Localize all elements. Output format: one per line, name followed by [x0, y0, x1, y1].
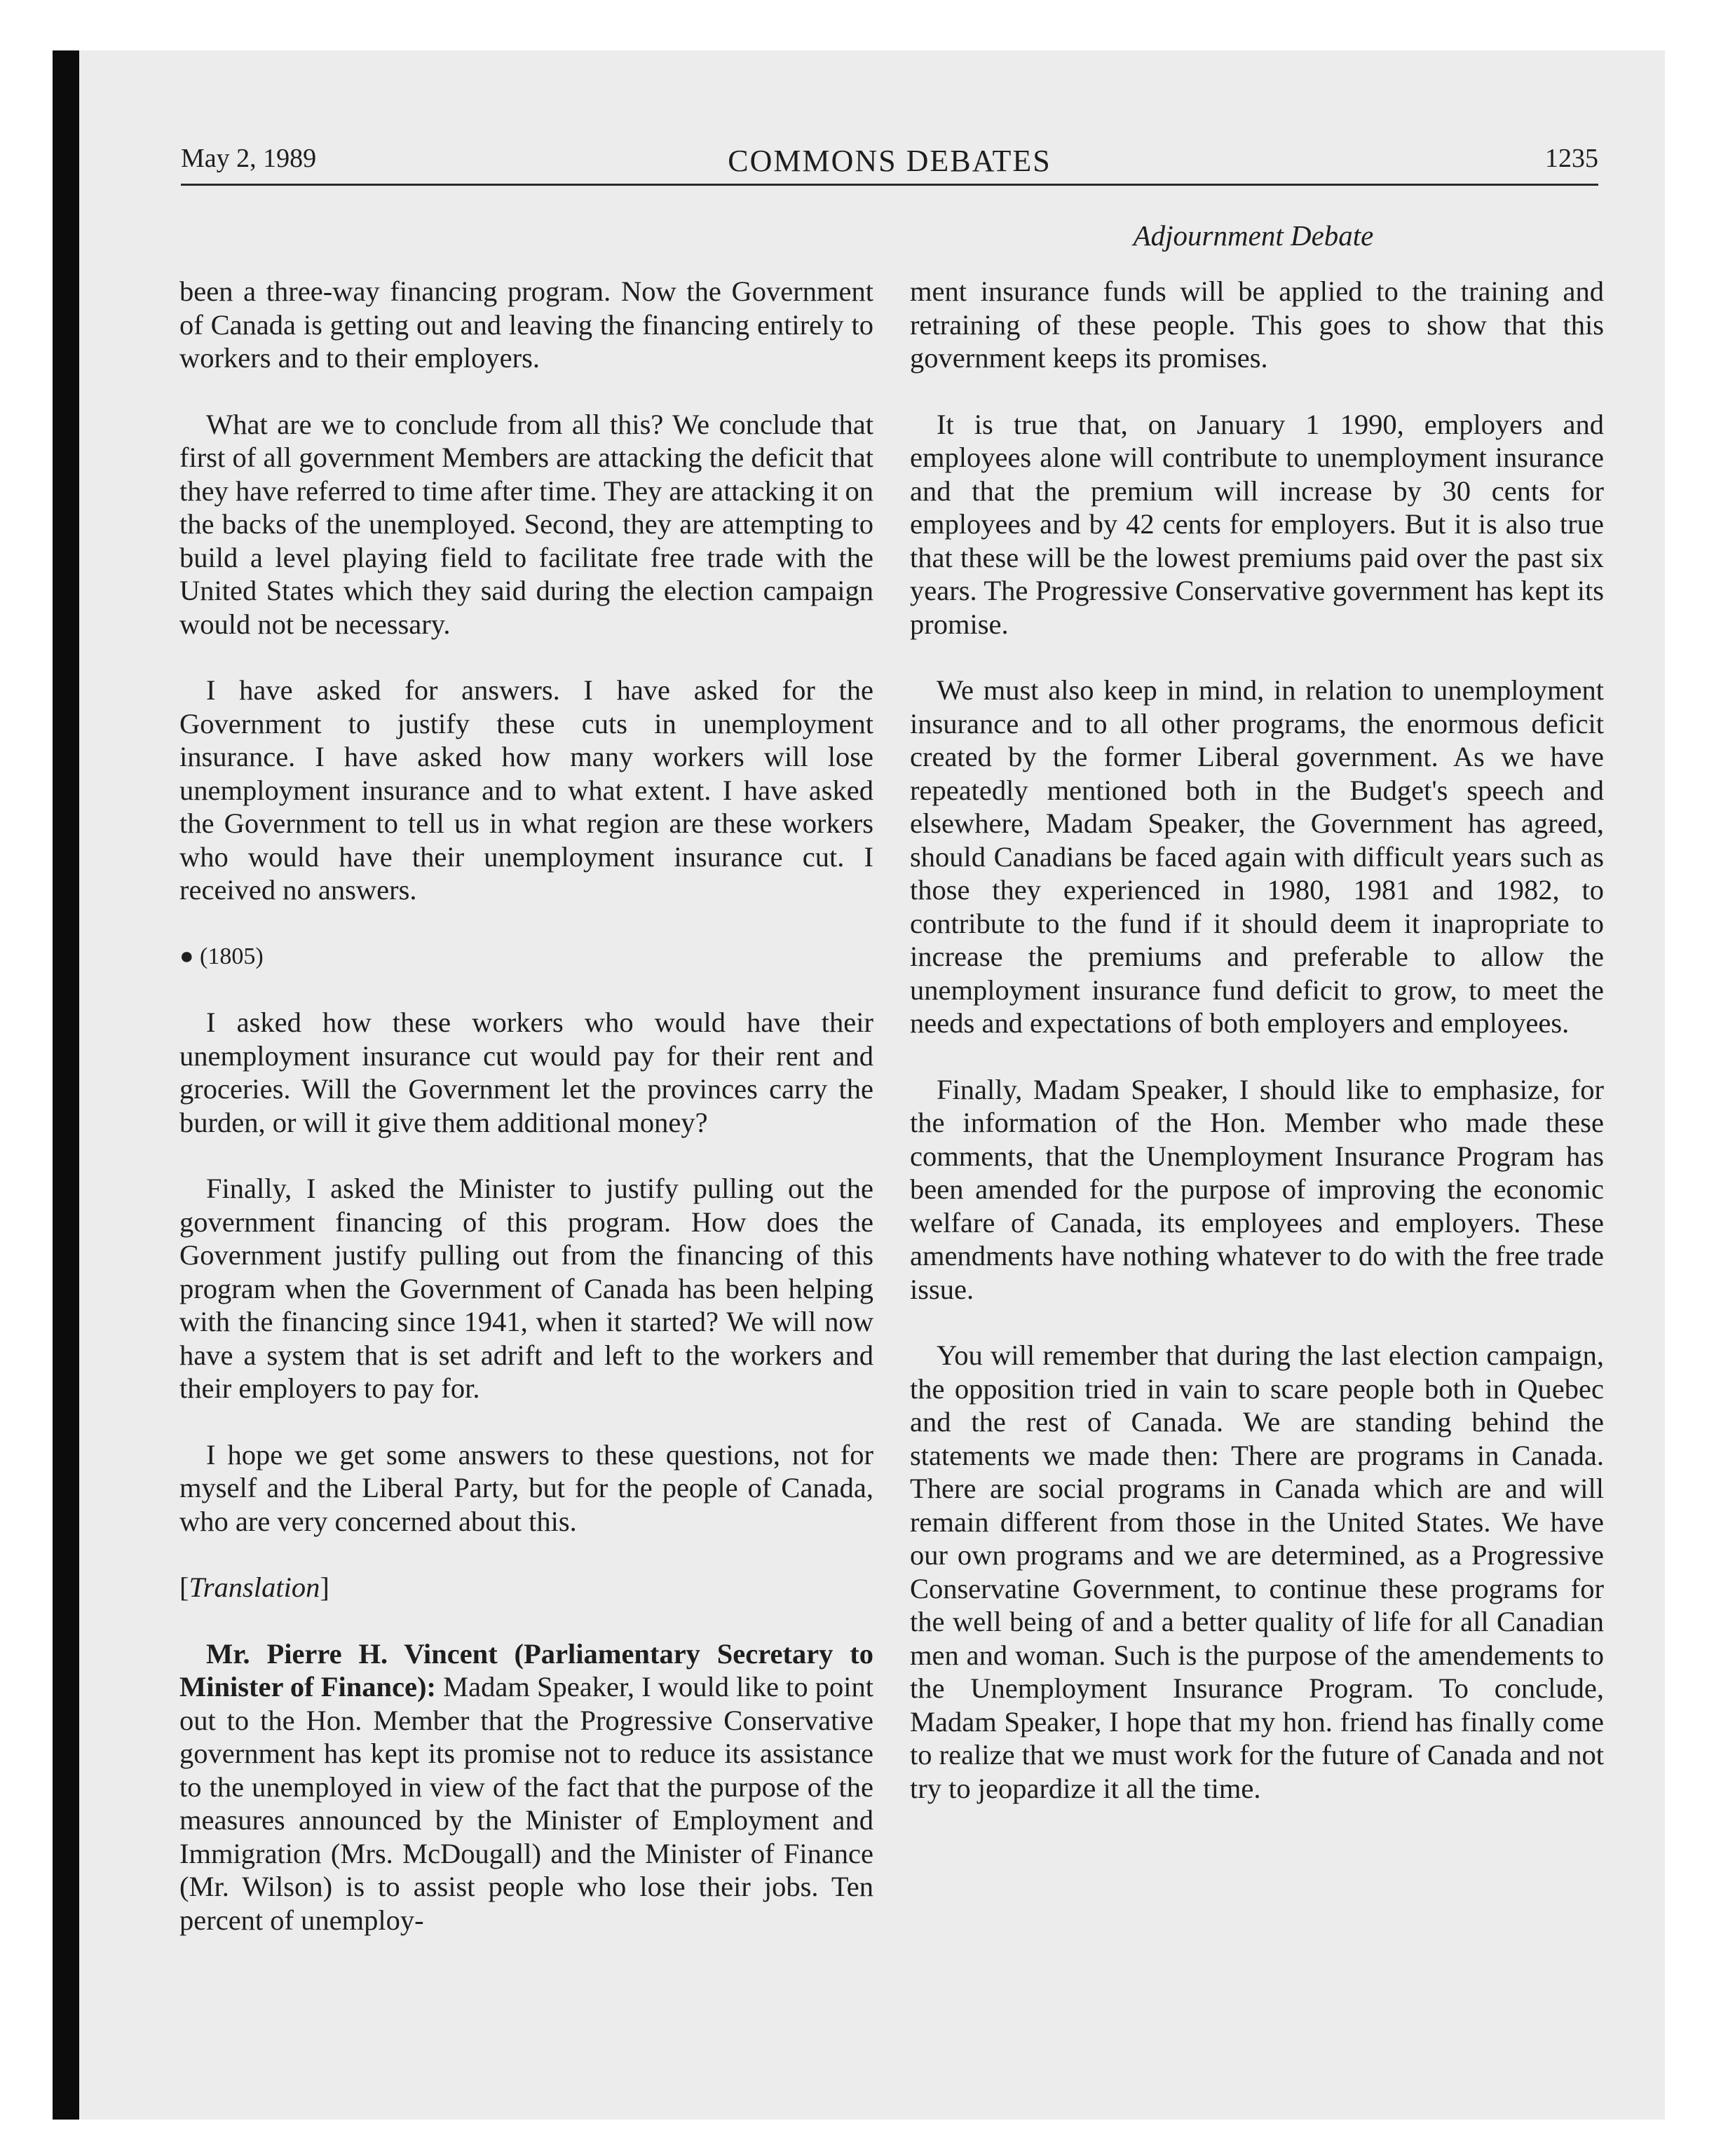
paragraph: What are we to conclude from all this? We conclude that first of all government Members are attacking the deficit that they have referred to time after time. They are attacking it on the backs of the unemployed. Second, they are attempting to build a level playing field to facilitate free trade with the United States which they said during the election campaign would not be necessary.: [179, 408, 873, 640]
paragraph: We must also keep in mind, in relation to unemployment insurance and to all other programs, the enormous deficit created by the former Liberal government. As we have repeatedly mentioned both in the Budget's speech and elsewhere, Madam Speaker, the Government has agreed, should Canadians be faced again with difficult years such as those they experienced in 1980, 1981 and 1982, to contribute to the fund if it should deem it inapropriate to increase the premiums and preferable to allow the unemployment insurance fund deficit to grow, to meet the needs and expectations of both employers and employees.: [910, 674, 1604, 1039]
paragraph: I have asked for answers. I have asked for the Government to justify these cuts in unemployment insurance. I have asked how many workers will lose unemployment insurance and to what extent. I have asked the Government to tell us in what region are these workers who would have their unemployment insurance cut. I received no answers.: [179, 674, 873, 906]
speech-paragraph: [179, 1637, 873, 1937]
paragraph: I hope we get some answers to these questions, not for myself and the Liberal Party, but for the people of Canada, who are very concerned about this.: [179, 1438, 873, 1537]
header-page-number: 1235: [1545, 144, 1598, 173]
paragraph: ment insurance funds will be applied to the training and retraining of these people. This goes to show that this government keeps its promises.: [910, 275, 1604, 374]
right-column: [910, 275, 1604, 1838]
paragraph: It is true that, on January 1 1990, employers and employees alone will contribute to unemployment insurance and that the premium will increase by 30 cents for employees and by 42 cents for employers. But it is also true that these will be the lowest premiums paid over the past six years. The Progressive Conservative government has kept its promise.: [910, 408, 1604, 640]
scan-edge: [53, 50, 79, 2120]
paragraph: been a three-way financing program. Now the Government of Canada is getting out and leaving the financing entirely to workers and to their employers.: [179, 275, 873, 374]
paragraph: I asked how these workers who would have their unemployment insurance cut would pay for their rent and groceries. Will the Government let the provinces carry the burden, or will it give them additional money?: [179, 1007, 873, 1138]
header-date: May 2, 1989: [181, 144, 317, 173]
translation-text: Translation: [189, 1571, 320, 1603]
left-column: [179, 275, 873, 1970]
paragraph: Finally, I asked the Minister to justify pulling out the government financing of this program. How does the Government justify pulling out from the financing of this program when the Government of Canada has been helping with the financing since 1941, when it started? We will now have a system that is set adrift and left to the workers and their employers to pay for.: [179, 1173, 873, 1404]
header-title: COMMONS DEBATES: [728, 144, 1052, 178]
section-heading: Adjournment Debate: [1133, 219, 1374, 252]
time-marker: ● (1805): [179, 943, 264, 969]
paragraph: You will remember that during the last election campaign, the opposition tried in vain to scare people both in Quebec and the rest of Canada. We are standing behind the statements we made then: There are programs in Canada. There are social programs in Canada which are and will remain different from those in the United States. We have our own programs and we are determined, as a Progressive Conservatine Government, to continue these programs for the well being of and a better quality of life for all Canadian men and woman. Such is the purpose of the amendements to the Unemployment Insurance Program. To conclude, Madam Speaker, I hope that my hon. friend has finally come to realize that we must work for the future of Canada and not try to jeopardize it all the time.: [910, 1339, 1604, 1804]
translation-bracket-open: [: [179, 1571, 189, 1603]
speaker-name: Mr. Pierre H. Vincent (Parliamentary Secretary to Minister of Finance):: [179, 1637, 873, 1703]
paragraph: Finally, Madam Speaker, I should like to emphasize, for the information of the Hon. Member who made these comments, that the Unemployment Insurance Program has been amended for the purpose of improving the economic welfare of Canada, its employees and employers. These amendments have nothing whatever to do with the free trade issue.: [910, 1073, 1604, 1305]
translation-bracket-close: ]: [320, 1571, 329, 1603]
page-header: [181, 140, 1598, 186]
speech-text: Madam Speaker, I would like to point out to the Hon. Member that the Progressive Conservative government has kept its promise not to reduce its assistance to the unemployed in view of the fact that the purpose of the measures announced by the Minister of Employment and Immigration (Mrs. McDougall) and the Minister of Finance (Mr. Wilson) is to assist people who lose their jobs. Ten percent of unemploy-: [179, 1671, 873, 1936]
translation-label: [179, 1571, 873, 1604]
